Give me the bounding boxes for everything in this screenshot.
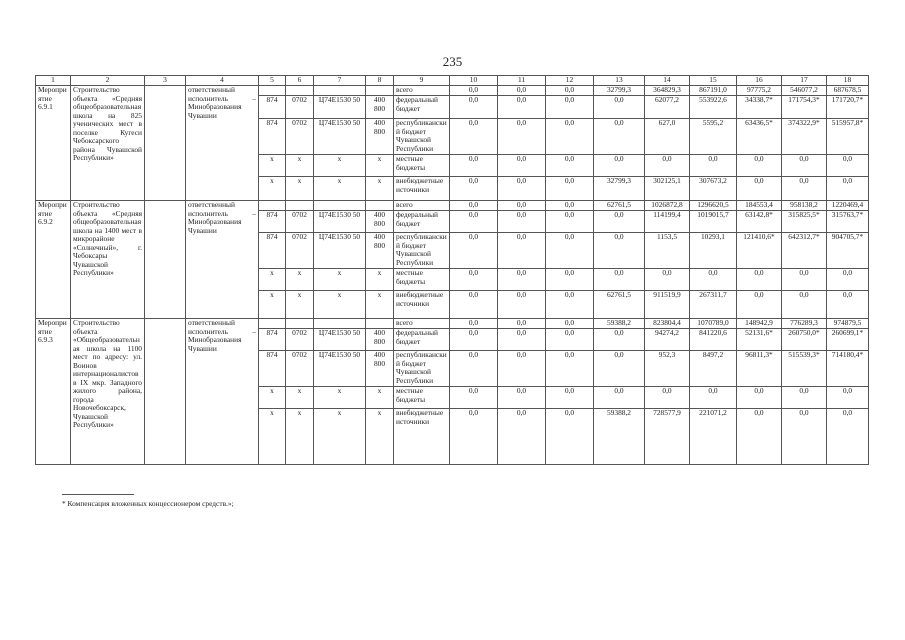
column-number-cell: 6 — [286, 76, 314, 86]
amount-cell: 687678,5 — [827, 86, 869, 96]
amount-cell: 0,0 — [498, 233, 546, 269]
amount-cell: 59388,2 — [594, 319, 645, 329]
amount-cell: 0,0 — [645, 387, 690, 409]
amount-cell: 221071,2 — [690, 409, 737, 465]
amount-cell: 0,0 — [737, 291, 782, 319]
amount-cell: 0,0 — [546, 269, 594, 291]
expense-group-code: 400 800 — [366, 351, 394, 387]
column-number-cell: 10 — [450, 76, 498, 86]
target-article-code: х — [314, 387, 366, 409]
expense-group-code — [366, 319, 394, 329]
amount-cell: 0,0 — [546, 211, 594, 233]
amount-cell: 728577,9 — [645, 409, 690, 465]
grbs-code — [259, 86, 286, 96]
grbs-code: х — [259, 177, 286, 201]
amount-cell: 0,0 — [546, 387, 594, 409]
expense-group-code — [366, 201, 394, 211]
column-number-cell: 9 — [394, 76, 450, 86]
measure-code: Мероприятие 6.9.2 — [36, 201, 71, 319]
expense-group-code: х — [366, 177, 394, 201]
measure-name: Строительство объекта «Общеобразовательная школа на 1100 мест по адресу: ул. Воинов интернационалистов в IX мкр. Западного жилого района, города Новочебоксарск, Чувашской Республики» — [71, 319, 145, 465]
amount-cell: 974879,5 — [827, 319, 869, 329]
amount-cell: 0,0 — [690, 269, 737, 291]
column-number-cell: 18 — [827, 76, 869, 86]
amount-cell: 515539,3* — [782, 351, 827, 387]
amount-cell: 0,0 — [498, 119, 546, 155]
grbs-code — [259, 201, 286, 211]
amount-cell: 0,0 — [737, 177, 782, 201]
target-article-code: Ц74Е1530 50 — [314, 211, 366, 233]
amount-cell: 0,0 — [498, 96, 546, 119]
section-code: х — [286, 269, 314, 291]
section-code — [286, 86, 314, 96]
amount-cell: 0,0 — [546, 96, 594, 119]
amount-cell: 1153,5 — [645, 233, 690, 269]
grbs-code: 874 — [259, 351, 286, 387]
amount-cell: 0,0 — [827, 177, 869, 201]
amount-cell: 364829,3 — [645, 86, 690, 96]
section-code: 0702 — [286, 96, 314, 119]
funding-source: всего — [394, 201, 450, 211]
amount-cell: 10293,1 — [690, 233, 737, 269]
grbs-code: х — [259, 155, 286, 177]
empty-cell — [145, 86, 186, 201]
amount-cell: 0,0 — [690, 387, 737, 409]
target-article-code: Ц74Е1530 50 — [314, 233, 366, 269]
amount-cell: 867191,0 — [690, 86, 737, 96]
column-number-cell: 13 — [594, 76, 645, 86]
amount-cell: 260750,0* — [782, 329, 827, 351]
amount-cell: 0,0 — [450, 155, 498, 177]
measure-code: Мероприятие 6.9.1 — [36, 86, 71, 201]
responsible-executor: ответственный исполнитель – Минобразования Чувашии — [186, 319, 259, 465]
amount-cell: 714180,4* — [827, 351, 869, 387]
amount-cell: 0,0 — [498, 155, 546, 177]
empty-cell — [145, 201, 186, 319]
amount-cell: 0,0 — [498, 177, 546, 201]
target-article-code: Ц74Е1530 50 — [314, 329, 366, 351]
amount-cell: 0,0 — [546, 119, 594, 155]
amount-cell: 0,0 — [546, 177, 594, 201]
table-row — [36, 201, 869, 211]
amount-cell: 0,0 — [450, 86, 498, 96]
target-article-code: Ц74Е1530 50 — [314, 119, 366, 155]
amount-cell: 1026872,8 — [645, 201, 690, 211]
grbs-code: х — [259, 269, 286, 291]
amount-cell: 0,0 — [594, 211, 645, 233]
amount-cell: 5595,2 — [690, 119, 737, 155]
expense-group-code: 400 800 — [366, 119, 394, 155]
amount-cell: 1220469,4 — [827, 201, 869, 211]
column-number-cell: 17 — [782, 76, 827, 86]
target-article-code: Ц74Е1530 50 — [314, 96, 366, 119]
column-number-cell: 8 — [366, 76, 394, 86]
amount-cell: 904705,7* — [827, 233, 869, 269]
amount-cell: 1070789,0 — [690, 319, 737, 329]
amount-cell: 63436,5* — [737, 119, 782, 155]
amount-cell: 553922,6 — [690, 96, 737, 119]
amount-cell: 0,0 — [450, 291, 498, 319]
responsible-executor: ответственный исполнитель – Минобразования Чувашии — [186, 86, 259, 201]
amount-cell: 0,0 — [450, 351, 498, 387]
amount-cell: 0,0 — [827, 409, 869, 465]
amount-cell: 0,0 — [827, 387, 869, 409]
column-number-cell: 12 — [546, 76, 594, 86]
measure-code: Мероприятие 6.9.3 — [36, 319, 71, 465]
amount-cell: 0,0 — [498, 351, 546, 387]
amount-cell: 0,0 — [782, 387, 827, 409]
expense-group-code: 400 800 — [366, 329, 394, 351]
amount-cell: 1019015,7 — [690, 211, 737, 233]
amount-cell: 62761,5 — [594, 291, 645, 319]
amount-cell: 0,0 — [645, 269, 690, 291]
amount-cell: 0,0 — [546, 201, 594, 211]
section-code: х — [286, 291, 314, 319]
grbs-code: 874 — [259, 329, 286, 351]
grbs-code: 874 — [259, 119, 286, 155]
expense-group-code: 400 800 — [366, 233, 394, 269]
expense-group-code: х — [366, 291, 394, 319]
amount-cell: 315763,7* — [827, 211, 869, 233]
target-article-code: х — [314, 155, 366, 177]
funding-source: республиканский бюджет Чувашской Республики — [394, 351, 450, 387]
grbs-code: 874 — [259, 96, 286, 119]
funding-source: всего — [394, 319, 450, 329]
section-code: х — [286, 155, 314, 177]
column-number-cell: 16 — [737, 76, 782, 86]
amount-cell: 260699,1* — [827, 329, 869, 351]
amount-cell: 0,0 — [827, 155, 869, 177]
amount-cell: 546077,2 — [782, 86, 827, 96]
expense-group-code: х — [366, 269, 394, 291]
grbs-code: х — [259, 291, 286, 319]
amount-cell: 0,0 — [498, 211, 546, 233]
column-number-cell: 11 — [498, 76, 546, 86]
amount-cell: 114199,4 — [645, 211, 690, 233]
amount-cell: 958138,2 — [782, 201, 827, 211]
amount-cell: 374322,9* — [782, 119, 827, 155]
amount-cell: 0,0 — [827, 269, 869, 291]
amount-cell: 0,0 — [546, 291, 594, 319]
amount-cell: 148942,9 — [737, 319, 782, 329]
amount-cell: 0,0 — [782, 409, 827, 465]
grbs-code: 874 — [259, 233, 286, 269]
expense-group-code: 400 800 — [366, 211, 394, 233]
amount-cell: 8497,2 — [690, 351, 737, 387]
table-row — [36, 319, 869, 329]
amount-cell: 627,0 — [645, 119, 690, 155]
section-code — [286, 201, 314, 211]
column-number-cell: 5 — [259, 76, 286, 86]
amount-cell: 0,0 — [450, 319, 498, 329]
column-number-cell: 3 — [145, 76, 186, 86]
target-article-code: х — [314, 177, 366, 201]
amount-cell: 515957,8* — [827, 119, 869, 155]
amount-cell: 0,0 — [546, 319, 594, 329]
amount-cell: 0,0 — [782, 269, 827, 291]
funding-source: местные бюджеты — [394, 269, 450, 291]
column-number-cell: 2 — [71, 76, 145, 86]
amount-cell: 0,0 — [450, 409, 498, 465]
amount-cell: 0,0 — [498, 329, 546, 351]
amount-cell: 642312,7* — [782, 233, 827, 269]
target-article-code: х — [314, 291, 366, 319]
amount-cell: 96811,3* — [737, 351, 782, 387]
amount-cell: 0,0 — [450, 233, 498, 269]
amount-cell: 315825,5* — [782, 211, 827, 233]
amount-cell: 0,0 — [594, 329, 645, 351]
grbs-code — [259, 319, 286, 329]
target-article-code — [314, 319, 366, 329]
amount-cell: 0,0 — [594, 96, 645, 119]
responsible-executor: ответственный исполнитель – Минобразования Чувашии — [186, 201, 259, 319]
amount-cell: 0,0 — [594, 387, 645, 409]
amount-cell: 62761,5 — [594, 201, 645, 211]
measure-name: Строительство объекта «Средняя общеобразовательная школа на 1400 мест в микрорайоне «Солнечный», г. Чебоксары Чувашской Республики» — [71, 201, 145, 319]
amount-cell: 0,0 — [594, 155, 645, 177]
amount-cell: 841220,6 — [690, 329, 737, 351]
funding-source: республиканский бюджет Чувашской Республики — [394, 119, 450, 155]
section-code: 0702 — [286, 351, 314, 387]
target-article-code — [314, 86, 366, 96]
expense-group-code — [366, 86, 394, 96]
table-row — [36, 86, 869, 96]
footnote-divider — [62, 494, 134, 495]
expense-group-code: 400 800 — [366, 96, 394, 119]
funding-source: федеральный бюджет — [394, 211, 450, 233]
section-code: 0702 — [286, 119, 314, 155]
amount-cell: 59388,2 — [594, 409, 645, 465]
amount-cell: 0,0 — [498, 319, 546, 329]
funding-source: местные бюджеты — [394, 155, 450, 177]
section-code: 0702 — [286, 233, 314, 269]
amount-cell: 32799,3 — [594, 86, 645, 96]
section-code: 0702 — [286, 211, 314, 233]
amount-cell: 0,0 — [782, 177, 827, 201]
funding-source: федеральный бюджет — [394, 329, 450, 351]
budget-table — [35, 75, 869, 465]
column-number-cell: 1 — [36, 76, 71, 86]
amount-cell: 267311,7 — [690, 291, 737, 319]
column-number-cell: 15 — [690, 76, 737, 86]
expense-group-code: х — [366, 155, 394, 177]
target-article-code: Ц74Е1530 50 — [314, 351, 366, 387]
funding-source: всего — [394, 86, 450, 96]
measure-name: Строительство объекта «Средняя общеобразовательная школа на 825 ученических мест в поселке Кугеси Чебоксарского района Чувашской Республики» — [71, 86, 145, 201]
target-article-code: х — [314, 409, 366, 465]
section-code: 0702 — [286, 329, 314, 351]
amount-cell: 0,0 — [546, 155, 594, 177]
amount-cell: 0,0 — [782, 155, 827, 177]
amount-cell: 171720,7* — [827, 96, 869, 119]
amount-cell: 0,0 — [782, 291, 827, 319]
amount-cell: 776289,3 — [782, 319, 827, 329]
empty-cell — [145, 319, 186, 465]
column-number-row — [36, 76, 869, 86]
amount-cell: 171754,3* — [782, 96, 827, 119]
amount-cell: 0,0 — [737, 269, 782, 291]
amount-cell: 0,0 — [546, 409, 594, 465]
amount-cell: 302125,1 — [645, 177, 690, 201]
target-article-code: х — [314, 269, 366, 291]
amount-cell: 63142,8* — [737, 211, 782, 233]
amount-cell: 0,0 — [450, 119, 498, 155]
expense-group-code: х — [366, 387, 394, 409]
column-number-cell: 14 — [645, 76, 690, 86]
amount-cell: 0,0 — [450, 269, 498, 291]
amount-cell: 0,0 — [450, 329, 498, 351]
section-code: х — [286, 387, 314, 409]
funding-source: местные бюджеты — [394, 387, 450, 409]
amount-cell: 0,0 — [450, 387, 498, 409]
amount-cell: 0,0 — [594, 119, 645, 155]
funding-source: внебюджетные источники — [394, 409, 450, 465]
amount-cell: 952,3 — [645, 351, 690, 387]
funding-source: внебюджетные источники — [394, 177, 450, 201]
grbs-code: 874 — [259, 211, 286, 233]
grbs-code: х — [259, 409, 286, 465]
amount-cell: 0,0 — [450, 201, 498, 211]
amount-cell: 62077,2 — [645, 96, 690, 119]
amount-cell: 911519,9 — [645, 291, 690, 319]
amount-cell: 0,0 — [498, 387, 546, 409]
amount-cell: 1296620,5 — [690, 201, 737, 211]
amount-cell: 0,0 — [594, 269, 645, 291]
amount-cell: 307673,2 — [690, 177, 737, 201]
funding-source: внебюджетные источники — [394, 291, 450, 319]
amount-cell: 97775,2 — [737, 86, 782, 96]
amount-cell: 0,0 — [546, 329, 594, 351]
amount-cell: 0,0 — [594, 351, 645, 387]
amount-cell: 121410,6* — [737, 233, 782, 269]
amount-cell: 0,0 — [594, 233, 645, 269]
amount-cell: 52131,6* — [737, 329, 782, 351]
amount-cell: 0,0 — [450, 96, 498, 119]
amount-cell: 34338,7* — [737, 96, 782, 119]
amount-cell: 0,0 — [498, 409, 546, 465]
grbs-code: х — [259, 387, 286, 409]
section-code: х — [286, 177, 314, 201]
amount-cell: 0,0 — [546, 86, 594, 96]
funding-source: федеральный бюджет — [394, 96, 450, 119]
amount-cell: 0,0 — [546, 351, 594, 387]
column-number-cell: 7 — [314, 76, 366, 86]
amount-cell: 94274,2 — [645, 329, 690, 351]
amount-cell: 0,0 — [827, 291, 869, 319]
amount-cell: 0,0 — [737, 155, 782, 177]
amount-cell: 0,0 — [645, 155, 690, 177]
column-number-cell: 4 — [186, 76, 259, 86]
amount-cell: 0,0 — [690, 155, 737, 177]
page-number: 235 — [442, 54, 463, 69]
section-code: х — [286, 409, 314, 465]
amount-cell: 823804,4 — [645, 319, 690, 329]
footnote: * Компенсация вложенных концессионером средств.»; — [62, 499, 234, 508]
amount-cell: 0,0 — [450, 177, 498, 201]
amount-cell: 0,0 — [450, 211, 498, 233]
funding-source: республиканский бюджет Чувашской Республики — [394, 233, 450, 269]
amount-cell: 0,0 — [737, 409, 782, 465]
amount-cell: 0,0 — [737, 387, 782, 409]
amount-cell: 0,0 — [498, 201, 546, 211]
expense-group-code: х — [366, 409, 394, 465]
amount-cell: 184553,4 — [737, 201, 782, 211]
amount-cell: 0,0 — [498, 269, 546, 291]
amount-cell: 0,0 — [498, 86, 546, 96]
amount-cell: 0,0 — [546, 233, 594, 269]
section-code — [286, 319, 314, 329]
target-article-code — [314, 201, 366, 211]
amount-cell: 0,0 — [498, 291, 546, 319]
amount-cell: 32799,3 — [594, 177, 645, 201]
